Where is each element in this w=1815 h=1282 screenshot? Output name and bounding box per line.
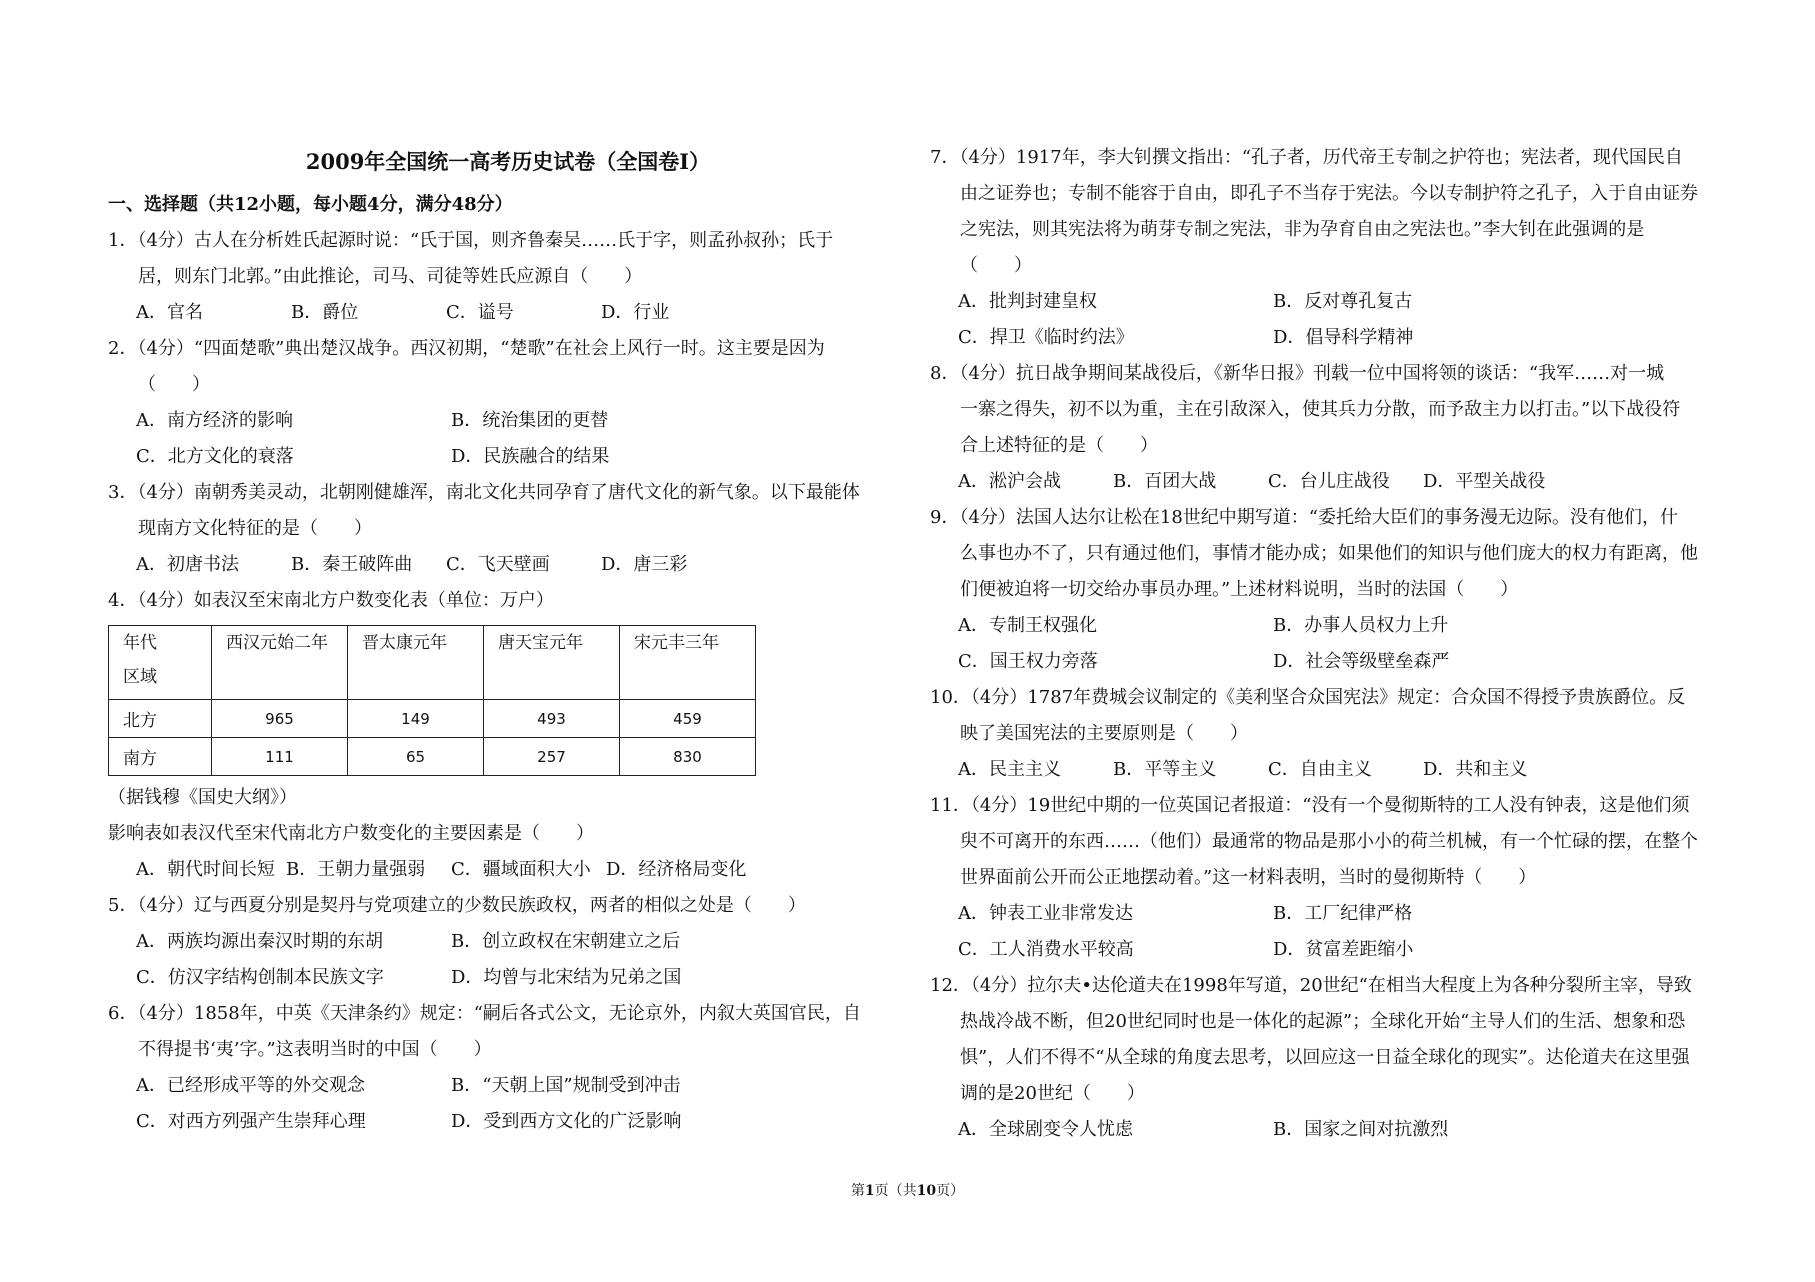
option-d: D．行业 [601,302,670,323]
option-d: D．经济格局变化 [606,859,747,880]
option-b: B．百团大战 [1113,471,1217,492]
option-c: C．谥号 [446,302,514,323]
option-a: A．两族均源出秦汉时期的东胡 [136,931,383,952]
question-6 [108,996,908,1140]
table-row [109,700,756,738]
option-b: B．反对尊孔复古 [1273,291,1413,312]
option-d: D．受到西方文化的广泛影响 [451,1111,682,1132]
table-cell: 111 [212,738,348,776]
option-d: D．倡导科学精神 [1273,327,1414,348]
options [108,403,908,439]
option-c: C．飞天壁画 [446,554,550,575]
option-c: C．疆域面积大小 [451,859,591,880]
column-header: 宋元丰三年 [620,626,756,700]
option-b: B．创立政权在宋朝建立之后 [451,931,681,952]
question-text: 居，则东门北郭。”由此推论，司马、司徒等姓氏应源自（ ） [138,266,643,287]
right-column [930,140,1718,1148]
table-source: （据钱穆《国史大纲》） [108,787,297,808]
question-text: 们便被迫将一切交给办事员办理。”上述材料说明，当时的法国（ ） [960,579,1519,600]
header-region: 区域 [123,667,157,687]
column-header: 西汉元始二年 [212,626,348,700]
left-column [108,187,908,1140]
household-table [108,625,756,776]
options [930,932,1718,968]
option-a: A．民主主义 [958,759,1061,780]
column-header: 唐天宝元年 [484,626,620,700]
option-d: D．均曾与北宋结为兄弟之国 [451,967,682,988]
option-b: B．平等主义 [1113,759,1217,780]
options [108,1068,908,1104]
question-2 [108,331,908,475]
section-heading: 一、选择题（共12小题，每小题4分，满分48分） [108,194,513,215]
option-c: C．自由主义 [1268,759,1372,780]
question-text: 现南方文化特征的是（ ） [138,518,372,539]
table-cell: 830 [620,738,756,776]
options [108,924,908,960]
question-text: 映了美国宪法的主要原则是（ ） [960,723,1248,744]
option-d: D．平型关战役 [1423,471,1546,492]
options [108,960,908,996]
options [930,1112,1718,1148]
question-4 [108,583,908,888]
question-text: 热战冷战不断，但20世纪同时也是一体化的起源”；全球化开始“主导人们的生活、想象和恐 [960,1011,1686,1032]
option-c: C．台儿庄战役 [1268,471,1390,492]
question-text: 合上述特征的是（ ） [960,435,1158,456]
option-c: C．北方文化的衰落 [136,446,294,467]
question-text: 惧”，人们不得不“从全球的角度去思考，以回应这一日益全球化的现实”。达伦道夫在这里强 [960,1047,1690,1068]
page-number: 1 [864,1183,875,1199]
table-cell: 65 [348,738,484,776]
question-text: 10．（4分）1787年费城会议制定的《美利坚合众国宪法》规定：合众国不得授予贵族爵位。反 [930,687,1686,708]
option-b: B．秦王破阵曲 [291,554,413,575]
table-cell: 493 [484,700,620,738]
question-text: 一寨之得失，初不以为重，主在引敌深入，使其兵力分散，而予敌主力以打击。”以下战役符 [960,399,1681,420]
option-d: D．唐三彩 [601,554,688,575]
option-a: A．朝代时间长短 [136,859,275,880]
options [108,439,908,475]
question-5 [108,888,908,996]
question-text: 11．（4分）19世纪中期的一位英国记者报道：“没有一个曼彻斯特的工人没有钟表，这是他们须 [930,795,1690,816]
question-text: 么事也办不了，只有通过他们，事情才能办成；如果他们的知识与他们庞大的权力有距离，他 [960,543,1698,564]
row-label: 南方 [109,738,212,776]
question-text: 之宪法，则其宪法将为萌芽专制之宪法，非为孕育自由之宪法也。”李大钊在此强调的是 [960,219,1645,240]
table-row [109,738,756,776]
option-d: D．民族融合的结果 [451,446,610,467]
question-text: 5．（4分）辽与西夏分别是契丹与党项建立的少数民族政权，两者的相似之处是（ ） [108,895,806,916]
option-c: C．工人消费水平较高 [958,939,1134,960]
question-text: 7．（4分）1917年，李大钊撰文指出：“孔子者，历代帝王专制之护符也；宪法者，现代国民自 [930,147,1683,168]
table-cell: 459 [620,700,756,738]
question-text: 4．（4分）如表汉至宋南北方户数变化表（单位：万户） [108,590,554,611]
footer-suffix: 页） [936,1183,965,1199]
question-text: 12．（4分）拉尔夫•达伦道夫在1998年写道，20世纪“在相当大程度上为各种分裂所主宰，导致 [930,975,1692,996]
options [108,852,908,888]
options [930,644,1718,680]
option-a: A．南方经济的影响 [136,410,293,431]
table-corner-header [109,626,212,700]
option-b: B．统治集团的更替 [451,410,609,431]
option-a: A．淞沪会战 [958,471,1061,492]
options [930,320,1718,356]
question-3 [108,475,908,583]
option-b: B．爵位 [291,302,359,323]
options [930,464,1718,500]
footer-middle: 页（共 [874,1183,917,1199]
option-d: D．共和主义 [1423,759,1528,780]
question-text: 不得提书‘夷’字。”这表明当时的中国（ ） [138,1039,492,1060]
options [108,547,908,583]
question-text: 3．（4分）南朝秀美灵动，北朝刚健雄浑，南北文化共同孕育了唐代文化的新气象。以下最能体 [108,482,860,503]
question-text: 由之证券也；专制不能容于自由，即孔子不当存于宪法。今以专制护符之孔子，入于自由证券 [960,183,1698,204]
options [930,284,1718,320]
options [930,896,1718,932]
options [108,295,908,331]
question-text: 1．（4分）古人在分析姓氏起源时说：“氏于国，则齐鲁秦吴……氏于字，则孟孙叔孙；氏于 [108,230,834,251]
question-text: 8．（4分）抗日战争期间某战役后，《新华日报》刊载一位中国将领的谈话：“我军……对一城 [930,363,1665,384]
question-text: （ ） [960,255,1032,276]
question-7 [930,140,1718,356]
option-a: A．钟表工业非常发达 [958,903,1133,924]
question-text: （ ） [138,374,210,395]
option-d: D．社会等级壁垒森严 [1273,651,1450,672]
column-header: 晋太康元年 [348,626,484,700]
option-a: A．全球剧变令人忧虑 [958,1119,1133,1140]
table-cell: 965 [212,700,348,738]
options [930,608,1718,644]
option-b: B．王朝力量强弱 [286,859,426,880]
question-1 [108,223,908,331]
question-text: 2．（4分）“四面楚歌”典出楚汉战争。西汉初期，“楚歌”在社会上风行一时。这主要是因为 [108,338,825,359]
footer-prefix: 第 [850,1183,865,1199]
question-8 [930,356,1718,500]
table-cell: 149 [348,700,484,738]
total-pages: 10 [916,1183,937,1199]
header-year: 年代 [123,633,157,653]
question-11 [930,788,1718,968]
option-a: A．专制王权强化 [958,615,1097,636]
question-text: 9．（4分）法国人达尔让松在18世纪中期写道：“委托给大臣们的事务漫无边际。没有他们，什 [930,507,1679,528]
options [930,752,1718,788]
option-c: C．仿汉字结构创制本民族文字 [136,967,384,988]
option-d: D．贫富差距缩小 [1273,939,1414,960]
question-12 [930,968,1718,1148]
option-c: C．捍卫《临时约法》 [958,327,1134,348]
question-10 [930,680,1718,788]
row-label: 北方 [109,700,212,738]
question-text: 6．（4分）1858年，中英《天津条约》规定：“嗣后各式公文，无论京外，内叙大英国官民，自 [108,1003,861,1024]
question-text: 调的是20世纪（ ） [960,1083,1145,1104]
question-text: 影响表如表汉代至宋代南北方户数变化的主要因素是（ ） [108,823,594,844]
option-b: B．“天朝上国”规制受到冲击 [451,1075,681,1096]
question-9 [930,500,1718,680]
option-c: C．对西方列强产生崇拜心理 [136,1111,366,1132]
page-footer [0,1180,1815,1200]
option-b: B．国家之间对抗激烈 [1273,1119,1449,1140]
question-text: 世界面前公开而公正地摆动着。”这一材料表明，当时的曼彻斯特（ ） [960,867,1537,888]
options [108,1104,908,1140]
document-title: 2009年全国统一高考历史试卷（全国卷I） [305,149,711,174]
option-a: A．已经形成平等的外交观念 [136,1075,365,1096]
option-b: B．办事人员权力上升 [1273,615,1449,636]
table-cell: 257 [484,738,620,776]
question-text: 臾不可离开的东西……（他们）最通常的物品是那小小的荷兰机械，有一个忙碌的摆，在整个 [960,831,1698,852]
option-b: B．工厂纪律严格 [1273,903,1413,924]
option-c: C．国王权力旁落 [958,651,1098,672]
option-a: A．批判封建皇权 [958,291,1097,312]
option-a: A．初唐书法 [136,554,239,575]
option-a: A．官名 [136,302,203,323]
